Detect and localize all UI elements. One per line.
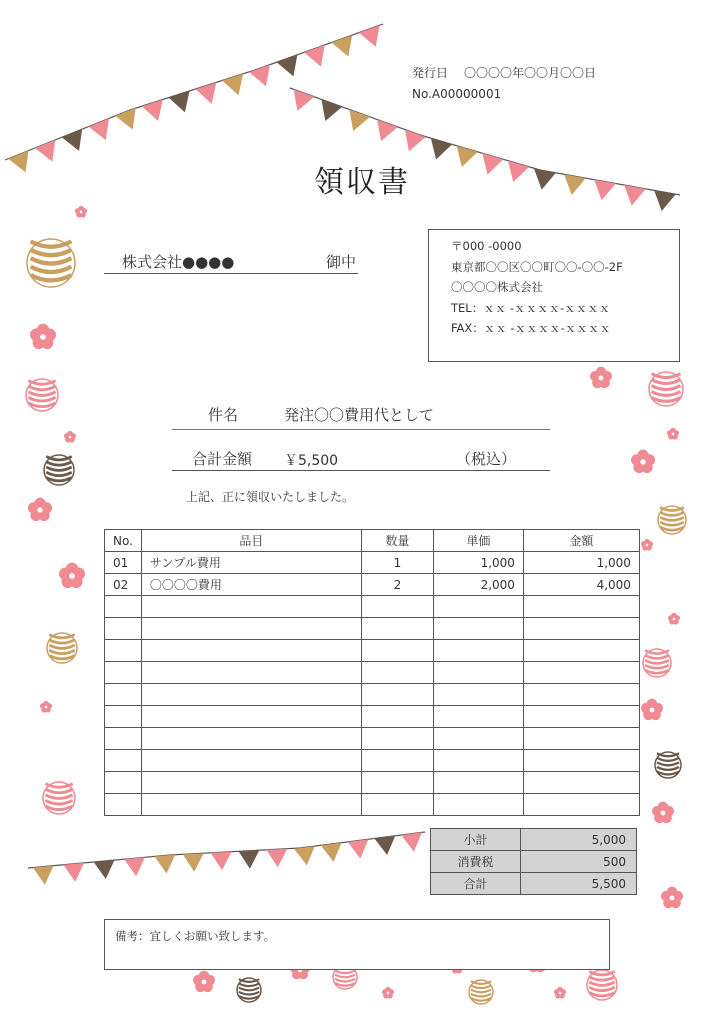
cell-unit-price [433, 618, 523, 640]
cell-item: 〇〇〇〇費用 [141, 574, 361, 596]
cell-amount [523, 794, 639, 816]
bunting-flag-icon [94, 860, 115, 879]
bunting-string [28, 832, 425, 868]
cell-item [141, 684, 361, 706]
table-row [105, 706, 640, 728]
bunting-flag-icon [211, 852, 232, 871]
grand-total-label: 合計 [431, 873, 521, 895]
flower-center-icon [40, 334, 46, 340]
cell-item: サンプル費用 [141, 552, 361, 574]
cell-qty [361, 706, 433, 728]
flower-petal [59, 568, 71, 580]
flower-petal [668, 615, 674, 621]
cell-unit-price [433, 750, 523, 772]
cell-no [105, 772, 142, 794]
cell-no [105, 794, 142, 816]
bunting-flag-icon [33, 866, 54, 885]
cell-qty: 1 [361, 552, 433, 574]
client-honorific: 御中 [325, 253, 356, 271]
receipt-number: No.A00000001 [412, 87, 502, 101]
subject-line [172, 404, 550, 430]
cell-item [141, 662, 361, 684]
flower-center-icon [650, 708, 655, 713]
header-no: No. [105, 530, 142, 552]
flower-center-icon [202, 980, 207, 985]
tax-row [431, 851, 637, 873]
cell-item [141, 750, 361, 772]
cell-qty [361, 618, 433, 640]
flower-petal [75, 208, 81, 214]
flower-petal [652, 806, 663, 817]
tax-label: 消費税 [431, 851, 521, 873]
items-table [104, 529, 640, 816]
flower-center-icon [670, 896, 675, 901]
issuer-fax: FAX：ｘｘ -ｘｘｘｘ-ｘｘｘｘ [451, 321, 611, 335]
client-line [104, 251, 358, 274]
flower-center-icon [69, 436, 72, 439]
subject-value: 発注〇〇費用代として [284, 406, 435, 424]
items-table-header [105, 530, 640, 552]
flower-center-icon [646, 544, 649, 547]
cell-amount [523, 618, 639, 640]
cell-amount [523, 728, 639, 750]
tax-included-note: （税込） [456, 450, 517, 468]
flower-petal [590, 371, 601, 382]
issue-date-value: 〇〇〇〇年〇〇月〇〇日 [464, 66, 597, 80]
cell-qty: 2 [361, 574, 433, 596]
flower-petal [64, 433, 70, 439]
bunting-flag-icon [374, 836, 395, 855]
total-amount-value: ￥5,500 [284, 453, 339, 469]
flower-petal [661, 891, 672, 902]
cell-item [141, 596, 361, 618]
cell-unit-price [433, 596, 523, 618]
cell-no [105, 728, 142, 750]
cell-unit-price [433, 640, 523, 662]
issuer-company: 〇〇〇〇株式会社 [451, 280, 543, 294]
table-row [105, 684, 640, 706]
cell-no: 01 [105, 552, 142, 574]
grand-total-row [431, 873, 637, 895]
cell-qty [361, 640, 433, 662]
bunting-flag-icon [63, 863, 84, 882]
header-unit-price: 単価 [433, 530, 523, 552]
flower-center-icon [80, 211, 83, 214]
subject-label: 件名 [208, 406, 239, 424]
flower-petal [382, 989, 388, 995]
table-row [105, 750, 640, 772]
cell-no [105, 706, 142, 728]
cell-item [141, 794, 361, 816]
bunting-flag-icon [401, 832, 422, 851]
cell-unit-price [433, 684, 523, 706]
cell-qty [361, 596, 433, 618]
cell-no [105, 596, 142, 618]
issuer-box [428, 229, 680, 362]
cell-unit-price: 1,000 [433, 552, 523, 574]
flower-petal [28, 502, 40, 514]
flower-center-icon [640, 459, 645, 464]
cell-item [141, 772, 361, 794]
table-row [105, 772, 640, 794]
total-amount-line [172, 448, 550, 471]
flower-petal [641, 703, 652, 714]
cell-item [141, 618, 361, 640]
flower-petal [641, 541, 647, 547]
totals-table [430, 828, 637, 895]
cell-amount [523, 772, 639, 794]
page-title: 領収書 [314, 165, 410, 200]
bunting-flag-icon [155, 855, 176, 874]
header-amount: 金額 [523, 530, 639, 552]
issue-date-label: 発行日 [412, 66, 449, 80]
flower-center-icon [45, 706, 48, 709]
cell-unit-price [433, 728, 523, 750]
flower-petal [631, 454, 643, 466]
bunting-flag-icon [62, 129, 82, 151]
table-row [105, 662, 640, 684]
cell-amount [523, 640, 639, 662]
total-amount-label: 合計金額 [192, 450, 253, 468]
grand-total-value: 5,500 [521, 873, 637, 895]
bunting-flag-icon [238, 850, 259, 869]
cell-amount [523, 596, 639, 618]
bunting-flag-icon [115, 108, 135, 130]
table-row [105, 596, 640, 618]
flower-petal [193, 975, 204, 986]
cell-qty [361, 684, 433, 706]
issuer-address: 東京都〇〇区〇〇町〇〇-〇〇-2F [451, 259, 623, 274]
flower-petal [667, 430, 673, 436]
cell-unit-price [433, 772, 523, 794]
cell-unit-price [433, 706, 523, 728]
table-row [105, 728, 640, 750]
subtotal-label: 小計 [431, 829, 521, 851]
cell-amount [523, 750, 639, 772]
cell-amount [523, 706, 639, 728]
bunting-flag-icon [294, 846, 315, 865]
bunting-flag-icon [124, 857, 145, 876]
cell-qty [361, 772, 433, 794]
cell-item [141, 706, 361, 728]
cell-no [105, 684, 142, 706]
flower-petal [554, 989, 560, 995]
bunting-flag-icon [89, 118, 109, 140]
subtotal-row [431, 829, 637, 851]
bunting-flag-icon [266, 849, 287, 868]
cell-unit-price [433, 662, 523, 684]
tax-value: 500 [521, 851, 637, 873]
table-row [105, 618, 640, 640]
cell-amount: 4,000 [523, 574, 639, 596]
bunting-string [5, 24, 383, 160]
bunting-flag-icon [183, 853, 204, 872]
table-row [105, 640, 640, 662]
issuer-tel: TEL：ｘｘ -ｘｘｘｘ-ｘｘｘｘ [451, 300, 611, 315]
flower-center-icon [672, 433, 675, 436]
table-row [105, 574, 640, 596]
cell-no [105, 640, 142, 662]
receipt-statement: 上記、正に領収いたしました。 [186, 490, 355, 504]
remarks-box: 備考：宜しくお願い致します。 [104, 919, 610, 970]
flower-center-icon [69, 573, 75, 579]
table-row [105, 794, 640, 816]
cell-no [105, 618, 142, 640]
cell-amount: 1,000 [523, 552, 639, 574]
header-qty: 数量 [361, 530, 433, 552]
bunting-flag-icon [348, 839, 369, 858]
cell-unit-price: 2,000 [433, 574, 523, 596]
issuer-postal: 〒000 -0000 [451, 239, 522, 253]
bunting-flag-icon [321, 843, 342, 862]
cell-no [105, 662, 142, 684]
subtotal-value: 5,000 [521, 829, 637, 851]
flower-petal [30, 329, 42, 341]
flower-center-icon [559, 992, 562, 995]
cell-amount [523, 684, 639, 706]
flower-center-icon [599, 376, 604, 381]
cell-item [141, 728, 361, 750]
cell-unit-price [433, 794, 523, 816]
client-name: 株式会社●●●● [122, 253, 235, 271]
flower-center-icon [661, 811, 666, 816]
flower-center-icon [673, 618, 676, 621]
flower-petal [40, 703, 46, 709]
cell-qty [361, 728, 433, 750]
cell-amount [523, 662, 639, 684]
flower-center-icon [387, 992, 390, 995]
cell-qty [361, 750, 433, 772]
cell-qty [361, 662, 433, 684]
cell-item [141, 640, 361, 662]
cell-qty [361, 794, 433, 816]
flower-center-icon [37, 507, 42, 512]
cell-no [105, 750, 142, 772]
header-item: 品目 [141, 530, 361, 552]
issue-date [412, 64, 596, 81]
table-row [105, 552, 640, 574]
cell-no: 02 [105, 574, 142, 596]
